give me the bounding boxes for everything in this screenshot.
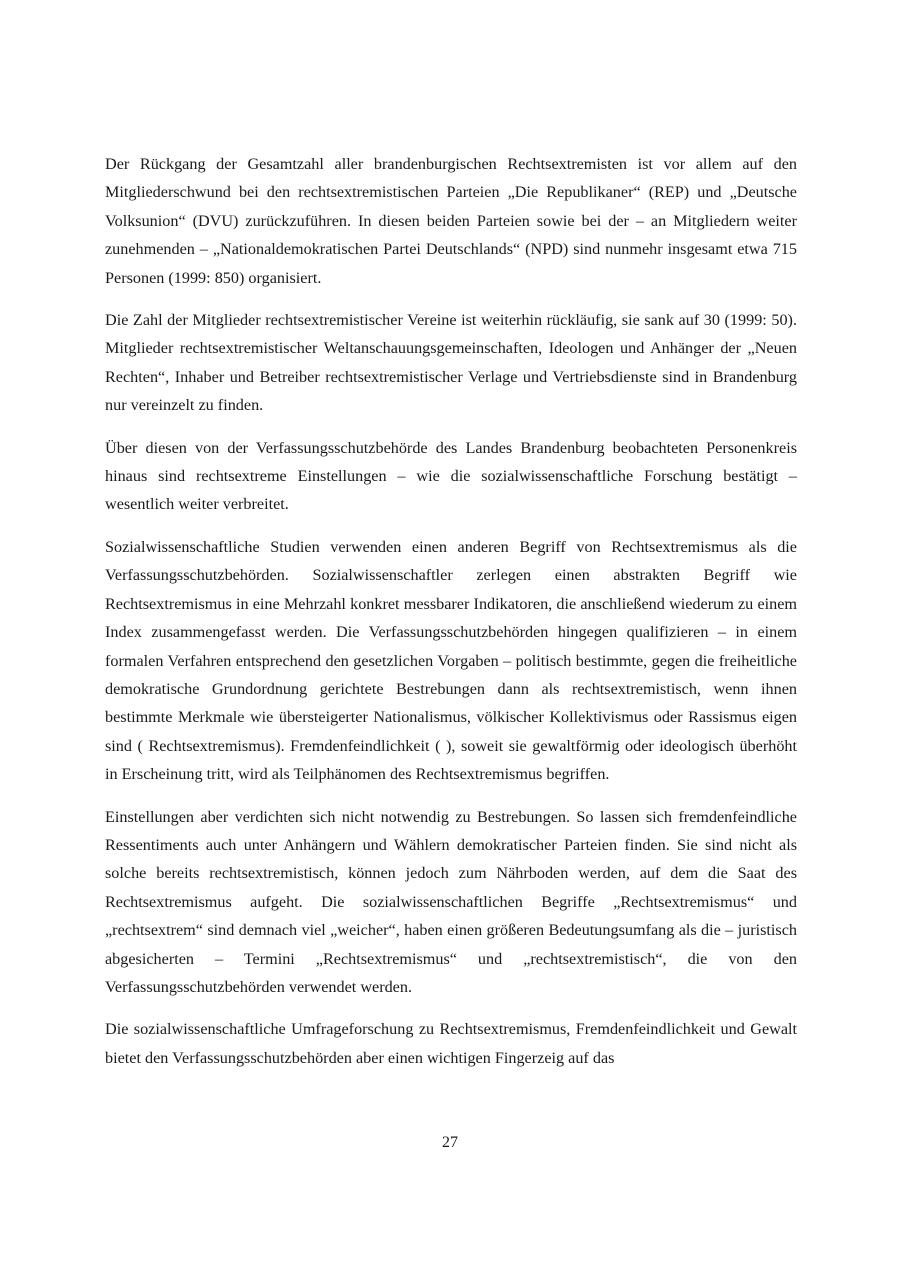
paragraph-1: Der Rückgang der Gesamtzahl aller brandenburgischen Rechtsextremisten ist vor allem auf den Mitgliederschwund bei den rechtsextremistischen Parteien „Die Republikaner“ (REP) und „Deutsche Volksunion“ (DVU) zurückzuführen. In diesen beiden Parteien sowie bei der – an Mitgliedern weiter zunehmenden – „Nationaldemokratischen Partei Deutschlands“ (NPD) sind nunmehr insgesamt etwa 715 Personen (1999: 850) organisiert.	[105, 155, 797, 287]
paragraph-3: Über diesen von der Verfassungsschutzbehörde des Landes Brandenburg beobachteten Personenkreis hinaus sind rechtsextreme Einstellungen – wie die sozialwissenschaftliche Forschung bestätigt – wesentlich weiter verbreitet.	[105, 438, 797, 514]
document-page	[105, 150, 797, 1086]
page-number: 27	[442, 1134, 458, 1151]
paragraph-4: Sozialwissenschaftliche Studien verwenden einen anderen Begriff von Rechtsextremismus als die Verfassungsschutzbehörden. Sozialwissenschaftler zerlegen einen abstrakten Begriff wie Rechtsextremismus in eine Mehrzahl konkret messbarer Indikatoren, die anschließend wiederum zu einem Index zusammengefasst werden. Die Verfassungsschutzbehörden hingegen qualifizieren – in einem formalen Verfahren entsprechend den gesetzlichen Vorgaben – politisch bestimmte, gegen die freiheitliche demokratische Grundordnung gerichtete Bestrebungen dann als rechtsextremistisch, wenn ihnen bestimmte Merkmale wie übersteigerter Nationalismus, völkischer Kollektivismus oder Rassismus eigen sind ( Rechtsextremismus). Fremdenfeindlichkeit ( ), soweit sie gewaltförmig oder ideologisch überhöht in Erscheinung tritt, wird als Teilphänomen des Rechtsextremismus begriffen.	[105, 537, 797, 784]
paragraph-5: Einstellungen aber verdichten sich nicht notwendig zu Bestrebungen. So lassen sich fremdenfeindliche Ressentiments auch unter Anhängern und Wählern demokratischer Parteien finden. Sie sind nicht als solche bereits rechtsextremistisch, können jedoch zum Nährboden werden, auf dem die Saat des Rechtsextremismus aufgeht. Die sozialwissenschaftlichen Begriffe „Rechtsextremismus“ und „rechtsextrem“ sind demnach viel „weicher“, haben einen größeren Bedeutungsumfang als die – juristisch abgesicherten – Termini „Rechtsextremismus“ und „rechtsextremistisch“, die von den Verfassungsschutzbehörden verwendet werden.	[105, 807, 797, 996]
paragraph-6: Die sozialwissenschaftliche Umfrageforschung zu Rechtsextremismus, Fremdenfeindlichkeit und Gewalt bietet den Verfassungsschutzbehörden aber einen wichtigen Fingerzeig auf das	[105, 1020, 797, 1067]
paragraph-2: Die Zahl der Mitglieder rechtsextremistischer Vereine ist weiterhin rückläufig, sie sank auf 30 (1999: 50). Mitglieder rechtsextremistischer Weltanschauungsgemeinschaften, Ideologen und Anhänger der „Neuen Rechten“, Inhaber und Betreiber rechtsextremistischer Verlage und Vertriebsdienste sind in Brandenburg nur vereinzelt zu finden.	[105, 311, 797, 415]
